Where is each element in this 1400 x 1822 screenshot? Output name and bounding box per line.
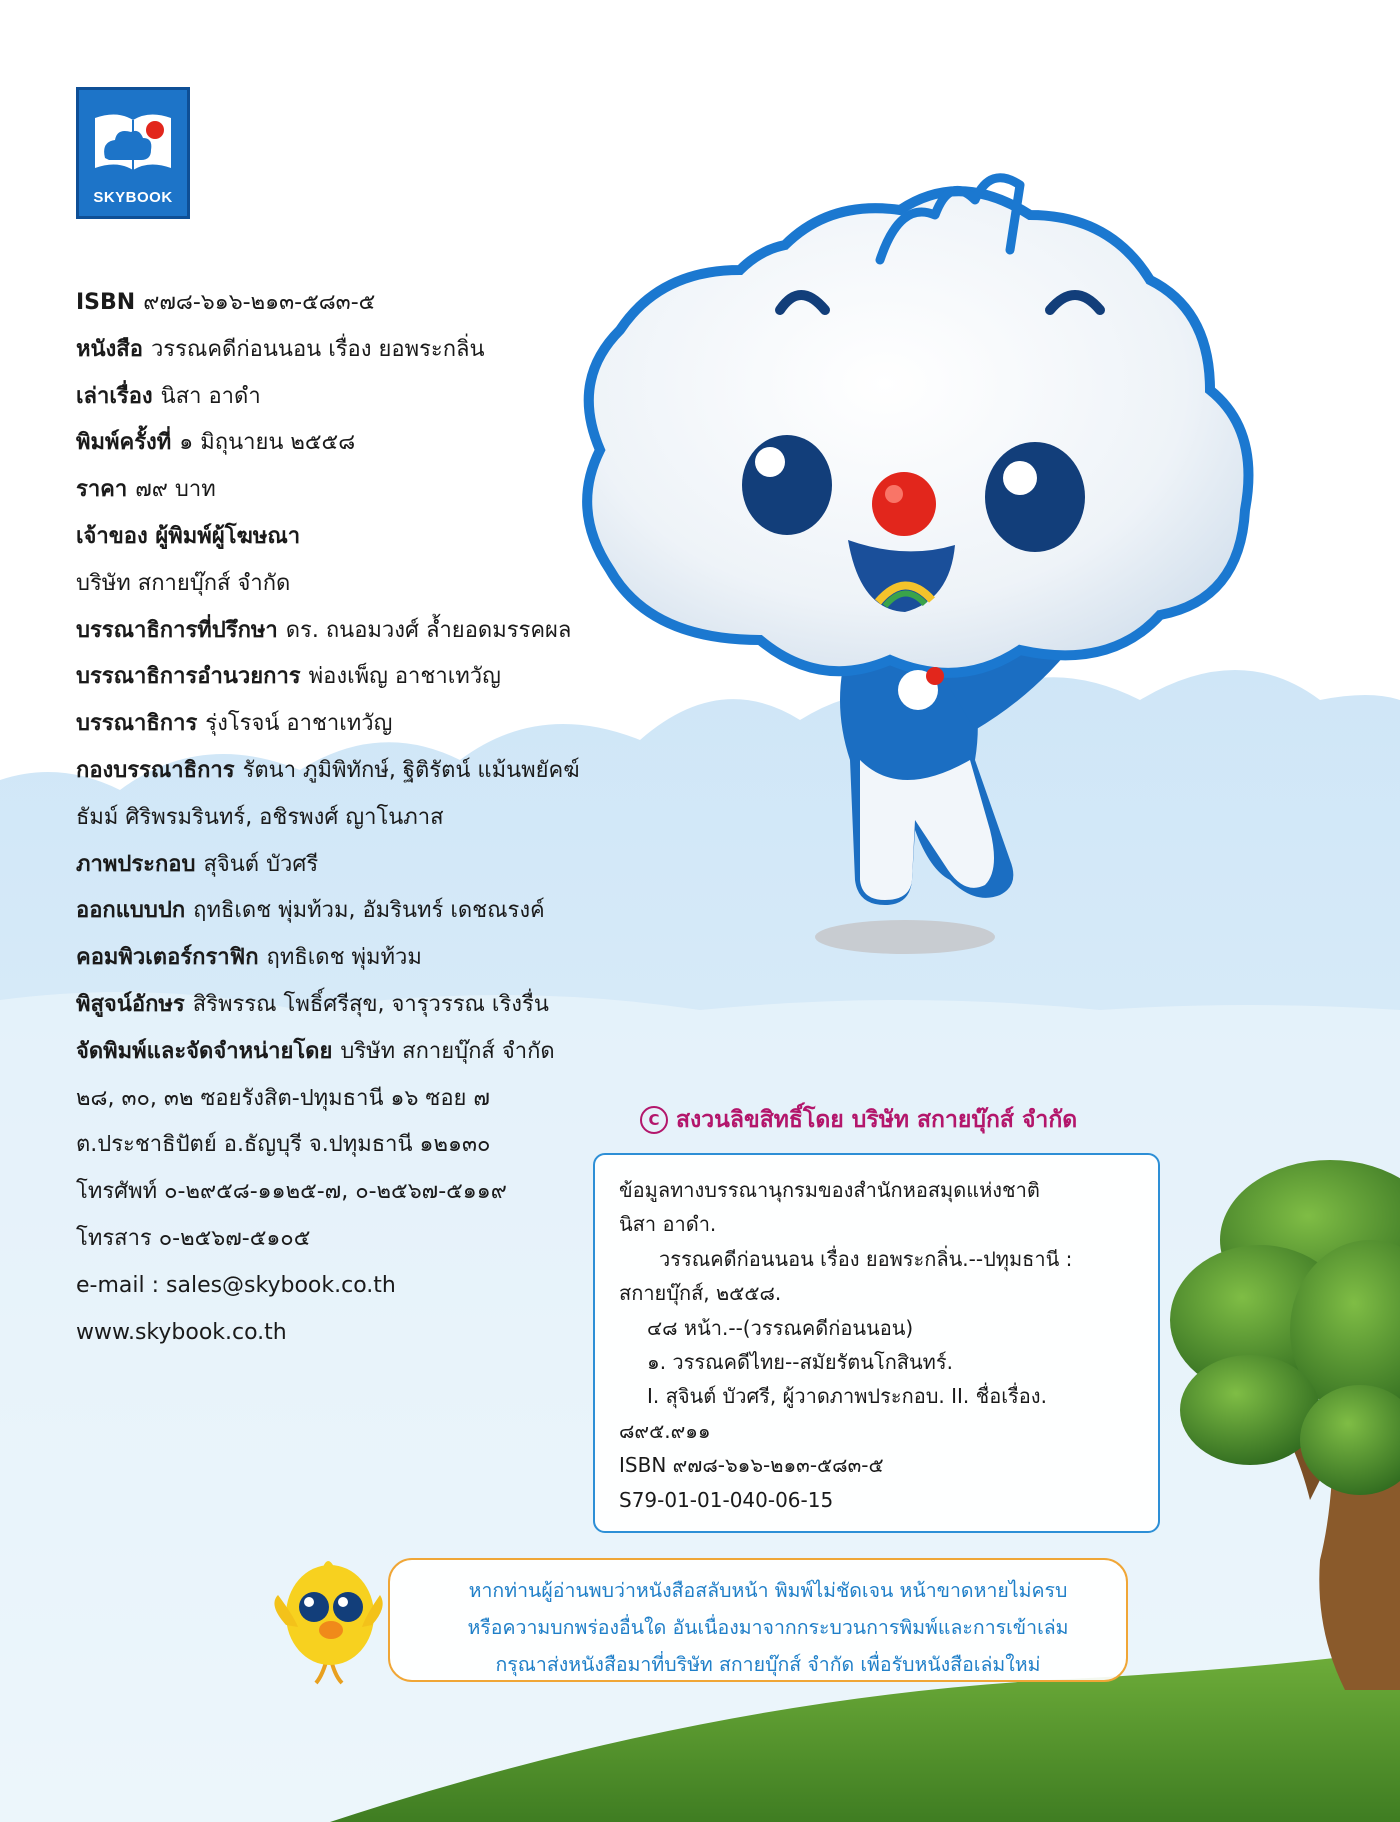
info-row (76, 795, 676, 842)
info-label: บรรณาธิการที่ปรึกษา (76, 617, 278, 643)
info-label: ISBN (76, 290, 136, 315)
catalog-line: ๔๘ หน้า.--(วรรณคดีก่อนนอน) (647, 1315, 914, 1340)
info-value: นิสา อาดำ (160, 383, 261, 409)
info-value: รัตนา ภูมิพิทักษ์, ฐิติรัตน์ แม้นพยัคฆ์ (242, 757, 580, 783)
info-label: หนังสือ (76, 336, 143, 362)
catalog-line: I. สุจินต์ บัวศรี, ผู้วาดภาพประกอบ. II. ชื่อเรื่อง. (647, 1384, 1047, 1409)
info-value[interactable]: e-mail : sales@skybook.co.th (76, 1272, 396, 1298)
info-value: ธัมม์ ศิริพรมรินทร์, อชิรพงศ์ ญาโนภาส (76, 804, 444, 830)
catalog-line: สกายบุ๊กส์, ๒๕๕๘. (619, 1281, 782, 1306)
info-row (76, 842, 676, 889)
info-label: บรรณาธิการอำนวยการ (76, 664, 301, 690)
info-value: สุจินต์ บัวศรี (203, 851, 319, 877)
info-label: พิมพ์ครั้งที่ (76, 430, 172, 456)
notice-line: กรุณาส่งหนังสือมาที่บริษัท สกายบุ๊กส์ จำกัด เพื่อรับหนังสือเล่มใหม่ (495, 1653, 1041, 1676)
info-label: จัดพิมพ์และจัดจำหน่ายโดย (76, 1038, 333, 1064)
info-row (76, 561, 676, 608)
info-value: โทรสาร ๐-๒๕๖๗-๕๑๐๕ (76, 1225, 311, 1251)
info-value[interactable]: www.skybook.co.th (76, 1319, 287, 1345)
info-value: รุ่งโรจน์ อาชาเทวัญ (205, 711, 393, 737)
info-value: ๑ มิถุนายน ๒๕๕๘ (179, 430, 356, 456)
info-row (76, 374, 676, 421)
info-label: คอมพิวเตอร์กราฟิก (76, 945, 259, 971)
info-value: ดร. ถนอมวงศ์ ล้ำยอดมรรคผล (285, 617, 572, 643)
info-value: บริษัท สกายบุ๊กส์ จำกัด (76, 570, 291, 596)
info-row (76, 1029, 676, 1076)
catalog-line: S79-01-01-040-06-15 (619, 1487, 834, 1512)
info-label: ภาพประกอบ (76, 851, 196, 877)
info-value: ต.ประชาธิปัตย์ อ.ธัญบุรี จ.ปทุมธานี ๑๒๑๓๐ (76, 1132, 491, 1158)
info-row (76, 701, 676, 748)
info-row (76, 280, 676, 327)
info-row (76, 467, 676, 514)
catalog-line: ๑. วรรณคดีไทย--สมัยรัตนโกสินทร์. (647, 1350, 953, 1375)
info-value: วรรณคดีก่อนนอน เรื่อง ยอพระกลิ่น (150, 336, 485, 362)
info-value: ๗๙ บาท (135, 477, 216, 503)
info-row (76, 982, 676, 1029)
info-label: เล่าเรื่อง (76, 383, 153, 409)
bird-mascot (268, 1535, 388, 1685)
info-value: ๙๗๘-๖๑๖-๒๑๓-๕๘๓-๕ (143, 290, 376, 315)
info-value: ๒๘, ๓๐, ๓๒ ซอยรังสิต-ปทุมธานี ๑๖ ซอย ๗ (76, 1085, 490, 1111)
catalog-line: ๘๙๕.๙๑๑ (619, 1418, 711, 1443)
catalog-line: ข้อมูลทางบรรณานุกรมของสำนักหอสมุดแห่งชาติ (619, 1178, 1040, 1202)
copyright-text: สงวนลิขสิทธิ์โดย บริษัท สกายบุ๊กส์ จำกัด (676, 1107, 1078, 1133)
info-row (76, 1169, 676, 1216)
info-row (76, 935, 676, 982)
info-row (76, 1310, 676, 1357)
book-cloud-icon (87, 98, 179, 190)
info-label: ราคา (76, 477, 128, 503)
info-row (76, 654, 676, 701)
catalog-line: ISBN ๙๗๘-๖๑๖-๒๑๓-๕๘๓-๕ (619, 1453, 884, 1478)
info-row (76, 420, 676, 467)
copyright-icon: C (640, 1106, 668, 1134)
info-value: พ่องเพ็ญ อาชาเทวัญ (308, 664, 501, 690)
notice-line: หรือความบกพร่องอื่นใด อันเนื่องมาจากกระบวนการพิมพ์และการเข้าเล่ม (467, 1616, 1069, 1639)
info-value: โทรศัพท์ ๐-๒๙๕๘-๑๑๒๕-๗, ๐-๒๕๖๗-๕๑๑๙ (76, 1179, 507, 1205)
info-value: ฤทธิเดช พุ่มท้วม, อัมรินทร์ เดชณรงค์ (193, 898, 545, 924)
defect-notice (388, 1558, 1128, 1682)
info-value: บริษัท สกายบุ๊กส์ จำกัด (340, 1038, 555, 1064)
copyright-notice (640, 1102, 1077, 1138)
info-label: บรรณาธิการ (76, 711, 198, 737)
info-value: สิริพรรณ โพธิ์ศรีสุข, จารุวรรณ เริงรื่น (192, 991, 549, 1017)
info-row (76, 1263, 676, 1310)
notice-line: หากท่านผู้อ่านพบว่าหนังสือสลับหน้า พิมพ์ไม่ชัดเจน หน้าขาดหายไม่ครบ (468, 1579, 1068, 1602)
info-row (76, 327, 676, 374)
info-row (76, 888, 676, 935)
info-row (76, 514, 676, 561)
catalog-line: นิสา อาดำ. (619, 1212, 717, 1237)
catalog-line: วรรณคดีก่อนนอน เรื่อง ยอพระกลิ่น.--ปทุมธานี : (659, 1246, 1073, 1271)
info-row (76, 1076, 676, 1123)
info-row (76, 608, 676, 655)
info-label: กองบรรณาธิการ (76, 757, 235, 783)
info-row (76, 1122, 676, 1169)
info-row (76, 748, 676, 795)
info-value: ฤทธิเดช พุ่มท้วม (266, 945, 422, 971)
skybook-logo (76, 87, 190, 219)
info-label: เจ้าของ ผู้พิมพ์ผู้โฆษณา (76, 523, 301, 549)
publication-info (76, 280, 676, 1356)
info-row (76, 1216, 676, 1263)
info-label: ออกแบบปก (76, 898, 186, 924)
logo-label: SKYBOOK (93, 189, 173, 206)
cataloging-data-box (593, 1153, 1160, 1533)
info-label: พิสูจน์อักษร (76, 991, 185, 1017)
